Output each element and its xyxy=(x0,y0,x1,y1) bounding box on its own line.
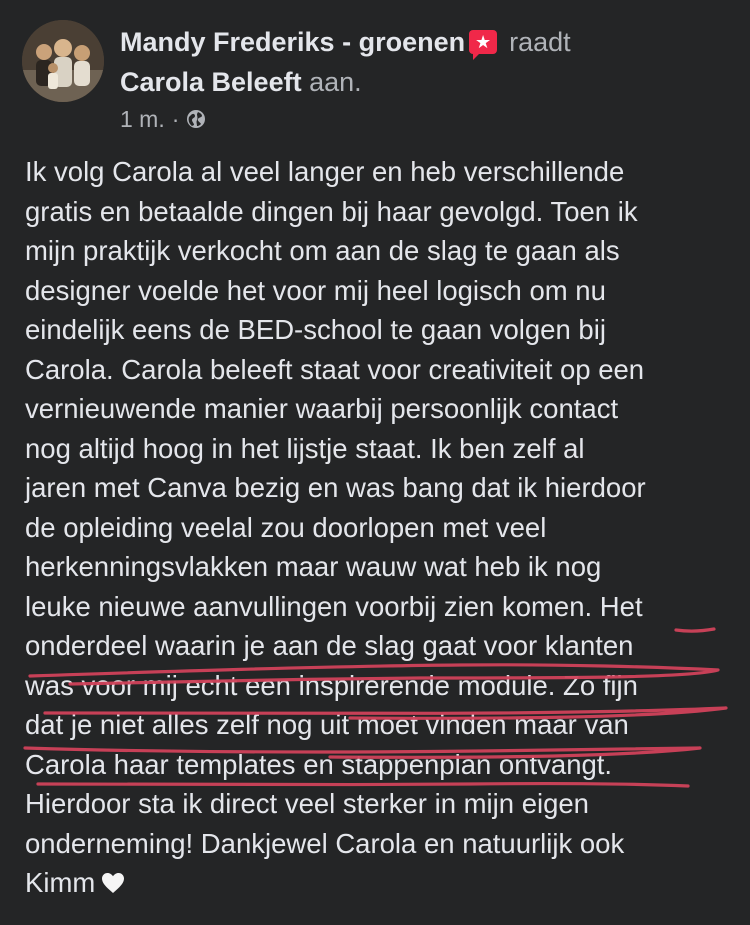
body-line: Hierdoor sta ik direct veel sterker in mijn eigen xyxy=(25,788,589,819)
body-line: nog altijd hoog in het lijstje staat. Ik ben zelf al xyxy=(25,432,585,464)
body-line: mijn praktijk verkocht om aan de slag te gaan als xyxy=(25,235,620,266)
body-line: was voor mij echt een inspirerende module. Zo fijn xyxy=(25,669,638,701)
body-line: Carola. Carola beleeft staat voor creativiteit op een xyxy=(25,353,645,385)
body-line: jaren met Canva bezig en was bang dat ik hierdoor xyxy=(25,472,646,503)
body-line: dat je niet alles zelf nog uit moet vinden maar van xyxy=(25,709,629,740)
post-header xyxy=(120,22,730,102)
recommend-star-icon: ★ xyxy=(469,30,497,54)
body-line: leuke nieuwe aanvullingen voorbij zien komen. Het xyxy=(25,590,643,622)
body-line: Ik volg Carola al veel langer en heb verschillende xyxy=(25,156,625,187)
body-line: herkenningsvlakken maar wauw wat heb ik nog xyxy=(25,551,602,582)
body-line: Carola haar templates en stappenplan ontvangt. xyxy=(25,748,613,780)
body-line: onderdeel waarin je aan de slag gaat voor klanten xyxy=(25,630,634,661)
avatar-photo-icon xyxy=(22,20,104,102)
body-line: eindelijk eens de BED-school te gaan volgen bij xyxy=(25,314,606,345)
body-line-text: Kimm xyxy=(25,867,96,898)
globe-icon[interactable] xyxy=(186,109,206,129)
white-heart-icon xyxy=(101,872,125,894)
post-meta xyxy=(120,104,206,134)
body-line: gratis en betaalde dingen bij haar gevolgd. Toen ik xyxy=(25,195,638,227)
target-page-name[interactable]: Carola Beleeft xyxy=(120,67,302,97)
separator: · xyxy=(171,106,180,132)
body-line: onderneming! Dankjewel Carola en natuurlijk ook xyxy=(25,827,625,859)
timestamp[interactable]: 1 m. xyxy=(120,106,165,132)
body-line-last xyxy=(25,863,730,903)
body-line: de opleiding veelal zou doorlopen met veel xyxy=(25,511,547,543)
body-line: designer voelde het voor mij heel logisch om nu xyxy=(25,274,606,306)
action-suffix: aan. xyxy=(309,67,362,97)
post-body xyxy=(25,152,730,903)
body-line: vernieuwende manier waarbij persoonlijk contact xyxy=(25,393,619,424)
author-name[interactable]: Mandy Frederiks - groenen xyxy=(120,27,466,57)
avatar[interactable] xyxy=(22,20,104,102)
action-verb: raadt xyxy=(509,27,571,57)
